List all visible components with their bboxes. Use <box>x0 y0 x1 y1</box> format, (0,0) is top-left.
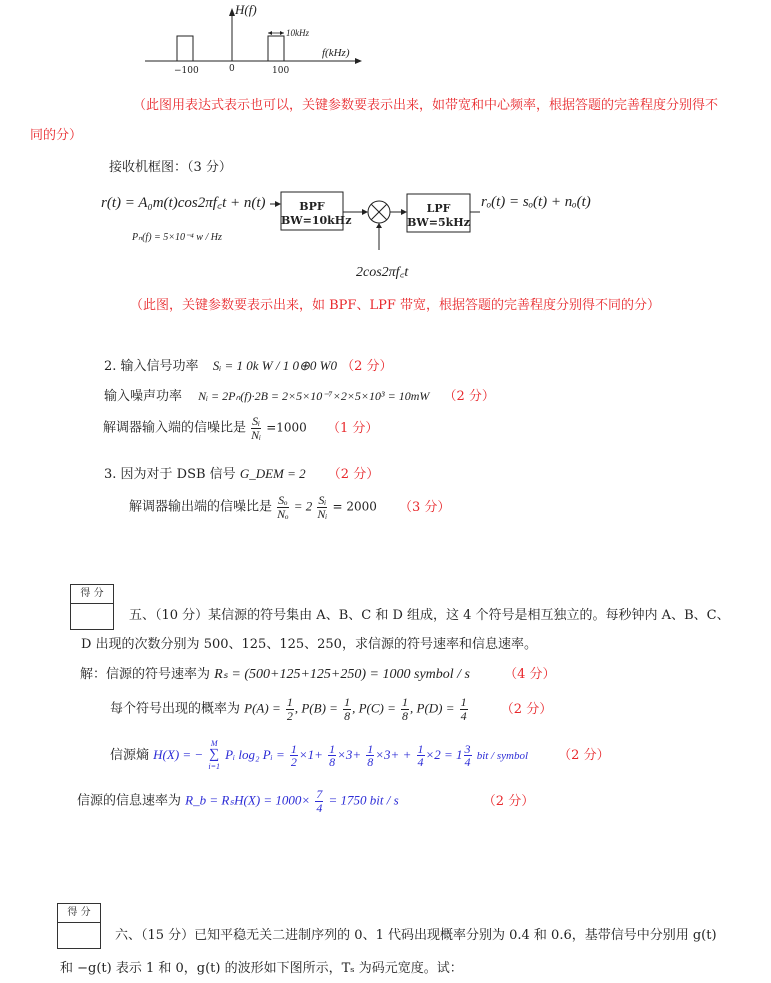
q3-frac-2-den: Nᵢ <box>317 506 328 521</box>
s5-h-f1-den: 2 <box>290 755 297 770</box>
s5-h-f2-num: 1 <box>329 741 336 756</box>
s5-pa: P(A) = <box>244 700 281 716</box>
s5-h-f2-den: 8 <box>329 755 336 770</box>
s5-sol-3-label: 信源熵 <box>110 748 150 764</box>
spectrum-tick-zero: 0 <box>229 64 235 74</box>
section-6-line-1: 六、（15 分）已知平稳无关二进制序列的 0、1 代码出现概率分别为 0.4 和 0.6，基带信号中分别用 g(t) <box>115 928 717 943</box>
section-5-problem-line-2: D 出现的次数分别为 500、125、125、250，求信源的符号速率和信息速率。 <box>81 637 537 652</box>
q2-line-1 <box>104 355 393 374</box>
s5-h-f1-num: 1 <box>290 741 297 756</box>
s5-h-t1: ×1+ <box>298 747 323 763</box>
s5-h-f3-num: 1 <box>367 741 374 756</box>
q3-line-2-score: （3 分） <box>399 499 451 515</box>
bpf-bandwidth: BW=10kHz <box>281 214 352 227</box>
q2-line-1-label: 2. 输入信号功率 <box>104 359 199 374</box>
s5-sum-top: M <box>210 739 218 748</box>
s5-pc-den: 8 <box>402 708 408 723</box>
q2-line-3 <box>103 415 378 441</box>
s5-h-t2: ×3+ <box>337 747 362 763</box>
output-signal-eq: rₒ(t) = sₒ(t) + nₒ(t) <box>481 194 591 210</box>
q2-line-3-label: 解调器输入端的信噪比是 <box>103 420 247 436</box>
s5-entropy-lhs: H(X) = − <box>153 747 204 763</box>
s5-h-f4-den: 4 <box>417 755 424 770</box>
q3-line-1-eq: G_DEM = 2 <box>239 466 306 481</box>
s5-sol-1-label: 解：信源的符号速率为 <box>80 667 211 682</box>
s5-h-f5-den: 4 <box>464 755 471 770</box>
s5-h-f3-den: 8 <box>367 755 374 770</box>
section-5-score-box <box>70 584 114 630</box>
s5-pd-num: 1 <box>460 695 467 709</box>
q3-line-1 <box>104 463 379 482</box>
spectrum-bw-label: 10kHz <box>286 28 309 38</box>
s5-sol-2-score: （2 分） <box>500 701 553 717</box>
s5-pd: , P(D) = <box>410 700 455 716</box>
s5-pa-den: 2 <box>286 708 293 723</box>
spectrum-tick-pos: 100 <box>272 66 290 76</box>
section-6-score-label: 得 分 <box>58 904 100 923</box>
bpf-label: BPF <box>299 200 325 213</box>
s5-pb: , P(B) = <box>294 700 338 716</box>
q2-frac-den: Nᵢ <box>251 427 262 442</box>
s5-pb-den: 8 <box>344 708 351 723</box>
spectrum-x-label: f(kHz) <box>322 47 350 59</box>
section-6-line-2: 和 −g(t) 表示 1 和 0，g(t) 的波形如下图所示，Tₛ 为码元宽度。试： <box>60 961 463 976</box>
q3-line-2-label: 解调器输出端的信噪比是 <box>129 499 273 515</box>
s5-sol-3-score: （2 分） <box>558 748 610 764</box>
spectrum-tick-neg: −100 <box>174 66 199 76</box>
s5-sum-bot: i=1 <box>208 762 220 772</box>
s5-sum-symbol: M ∑ i=1 <box>208 739 220 772</box>
q3-line-1-label: 3. 因为对于 DSB 信号 <box>104 467 236 482</box>
lpf-block <box>407 202 470 230</box>
noise-psd: Pₙ(f) = 5×10⁻⁴ w / Hz <box>132 232 222 243</box>
q2-line-2 <box>104 385 495 404</box>
s5-solution-4 <box>77 788 534 814</box>
section-5-score-label: 得 分 <box>71 585 113 604</box>
section-5-problem-line-1: 五、（10 分）某信源的符号集由 A、B、C 和 D 组成，这 4 个符号是相互独立的。每秒钟内 A、B、C、 <box>129 608 730 623</box>
q3-frac-1-num: Sₒ <box>278 493 288 507</box>
spectrum-y-label: H(f) <box>235 2 257 17</box>
lpf-bandwidth: BW=5kHz <box>407 216 470 229</box>
s5-sol-1-score: （4 分） <box>504 667 556 682</box>
s5-solution-2 <box>110 696 552 722</box>
lpf-label: LPF <box>426 202 451 215</box>
s5-sol-4-eq: R_b = RₛH(X) = 1000× <box>185 792 311 808</box>
q3-line-2-mid: = 2 <box>293 498 313 514</box>
q2-line-3-value: =1000 <box>266 420 307 435</box>
s5-pc: , P(C) = <box>352 700 396 716</box>
q2-frac-num: Sᵢ <box>252 414 261 428</box>
note-2: （此图，关键参数要表示出来，如 BPF、LPF 带宽，根据答题的完善程度分别得不同的分） <box>130 298 660 313</box>
s5-h-t3: ×3+ + <box>375 747 412 763</box>
s5-pa-num: 1 <box>286 695 293 709</box>
s5-h-f4-num: 1 <box>417 741 424 756</box>
q2-line-2-eq: Nᵢ = 2Pₙ(f)·2B = 2×5×10⁻⁷×2×5×10³ = 10mW <box>198 389 430 403</box>
bpf-block <box>281 200 352 228</box>
s5-sol-4-label: 信源的信息速率为 <box>77 793 182 809</box>
q2-line-1-eq: Sᵢ = 1 0k W / 1 0⊕0 W0 <box>212 358 337 373</box>
s5-sol-1-eq: Rₛ = (500+125+125+250) = 1000 symbol / s <box>214 667 470 682</box>
section-6-score-box <box>57 903 101 949</box>
s5-solution-1 <box>80 663 556 683</box>
s5-rb-den: 4 <box>316 800 323 815</box>
s5-h-f5-num: 3 <box>464 741 471 756</box>
s5-sol-4-score: （2 分） <box>482 793 535 809</box>
q3-frac-2-num: Sᵢ <box>318 493 327 507</box>
q2-line-1-score: （2 分） <box>341 359 393 374</box>
s5-sol-4-tail: = 1750 bit / s <box>328 792 399 808</box>
note-1-line-1: （此图用表达式表示也可以，关键参数要表示出来，如带宽和中心频率，根据答题的完善程度分别得不 <box>133 98 719 113</box>
q3-line-2-value: = 2000 <box>332 499 377 514</box>
q2-line-2-label: 输入噪声功率 <box>104 389 183 404</box>
receiver-heading: 接收机框图：（3 分） <box>109 160 232 175</box>
q3-frac-1-den: Nₒ <box>277 506 289 521</box>
s5-sol-2-label: 每个符号出现的概率为 <box>110 701 241 717</box>
q2-line-3-score: （1 分） <box>326 420 379 436</box>
s5-entropy-unit: bit / symbol <box>476 750 529 763</box>
q3-line-2 <box>129 494 450 520</box>
carrier-label: 2cos2πf꜀t <box>356 265 409 280</box>
s5-solution-3 <box>110 740 610 771</box>
s5-rb-num: 7 <box>316 787 323 801</box>
s5-pd-den: 4 <box>460 708 467 723</box>
input-signal-eq: r(t) = A₀m(t)cos2πf꜀t + n(t) <box>101 195 266 211</box>
note-1-line-2: 同的分） <box>30 128 83 143</box>
s5-entropy-mid: Pᵢ log₂ Pᵢ = <box>225 747 285 763</box>
q2-line-2-score: （2 分） <box>443 389 495 404</box>
s5-pc-num: 1 <box>402 695 408 709</box>
s5-pb-num: 1 <box>344 695 351 709</box>
s5-h-t4: ×2 = 1 <box>425 747 463 763</box>
q3-line-1-score: （2 分） <box>327 467 380 482</box>
